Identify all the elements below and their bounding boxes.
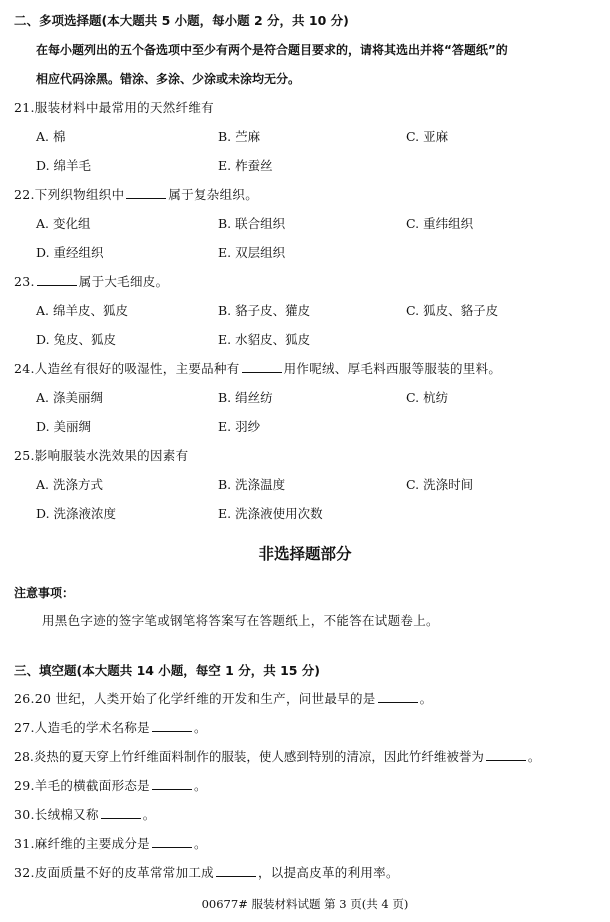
question-23-option-c: C. 狐皮、貉子皮	[406, 303, 499, 318]
fill-item-30-end: 。	[142, 807, 156, 822]
section2-instruction-line2: 相应代码涂黑。错涂、多涂、少涂或未涂均无分。	[36, 72, 301, 86]
question-21-text: 21.服装材料中最常用的天然纤维有	[14, 100, 214, 115]
question-21-stem	[14, 99, 214, 117]
notes-heading: 注意事项：	[14, 586, 75, 600]
fill-item-26-text: 26.20 世纪，人类开始了化学纤维的开发和生产，问世最早的是	[14, 691, 376, 706]
answer-blank	[242, 360, 282, 373]
fill-item-30-text: 30.长绒棉又称	[14, 807, 99, 822]
question-23-option-e: E. 水貂皮、狐皮	[218, 332, 311, 347]
section2-heading: 二、多项选择题(本大题共 5 小题，每小题 2 分，共 10 分)	[14, 13, 349, 28]
question-24-option-e: E. 羽纱	[218, 419, 261, 434]
notes-text: 用黑色字迹的签字笔或钢笔将答案写在答题纸上，不能答在试题卷上。	[42, 613, 439, 628]
question-25-option-c: C. 洗涤时间	[406, 477, 474, 492]
fill-item-31-end: 。	[193, 836, 207, 851]
question-22-stem	[14, 186, 258, 204]
question-21-option-a: A. 棉	[36, 129, 66, 144]
question-23-option-d: D. 兔皮、狐皮	[36, 332, 117, 347]
section2-instruction-line1: 在每小题列出的五个备选项中至少有两个是符合题目要求的，请将其选出并将“答题纸”的	[36, 43, 508, 57]
fill-item-27-text: 27.人造毛的学术名称是	[14, 720, 150, 735]
question-25-option-d: D. 洗涤液浓度	[36, 506, 117, 521]
question-24-option-d: D. 美丽绸	[36, 419, 92, 434]
answer-blank	[152, 719, 192, 732]
question-23-option-a: A. 绵羊皮、狐皮	[36, 303, 128, 318]
question-25-text: 25.影响服装水洗效果的因素有	[14, 448, 189, 463]
answer-blank	[126, 186, 166, 199]
fill-item-28-end: 。	[527, 749, 541, 764]
fill-item-29-end: 。	[193, 778, 207, 793]
question-22-option-e: E. 双层组织	[218, 245, 286, 260]
question-23-text-a: 23.	[14, 274, 35, 289]
question-21-option-d: D. 绵羊毛	[36, 158, 92, 173]
answer-blank	[152, 835, 192, 848]
question-24-option-a: A. 涤美丽绸	[36, 390, 103, 405]
question-24-option-b: B. 绢丝纺	[218, 390, 273, 405]
question-21-option-e: E. 柞蚕丝	[218, 158, 273, 173]
page-footer: 00677# 服装材料试题 第 3 页(共 4 页)	[201, 897, 409, 911]
fill-item-30	[14, 806, 156, 824]
fill-item-31-text: 31.麻纤维的主要成分是	[14, 836, 150, 851]
question-25-stem	[14, 447, 188, 465]
fill-item-29-text: 29.羊毛的横截面形态是	[14, 778, 150, 793]
fill-item-27-end: 。	[193, 720, 207, 735]
fill-item-31	[14, 835, 207, 853]
question-24-text-a: 24.人造丝有很好的吸湿性，主要品种有	[14, 361, 240, 376]
answer-blank	[216, 864, 256, 877]
question-22-option-c: C. 重纬组织	[406, 216, 474, 231]
answer-blank	[101, 806, 141, 819]
section3-heading: 三、填空题(本大题共 14 小题，每空 1 分，共 15 分)	[14, 663, 321, 678]
question-25-option-b: B. 洗涤温度	[218, 477, 286, 492]
question-22-option-d: D. 重经组织	[36, 245, 104, 260]
fill-item-28	[14, 748, 540, 766]
question-24-option-c: C. 杭纺	[406, 390, 449, 405]
answer-blank	[152, 777, 192, 790]
question-22-option-a: A. 变化组	[36, 216, 91, 231]
question-21-option-b: B. 苎麻	[218, 129, 261, 144]
fill-item-27	[14, 719, 207, 737]
question-23-stem	[14, 273, 168, 291]
question-21-option-c: C. 亚麻	[406, 129, 449, 144]
question-23-option-b: B. 貉子皮、獾皮	[218, 303, 311, 318]
fill-item-29	[14, 777, 207, 795]
answer-blank	[37, 273, 77, 286]
question-22-text-b: 属于复杂组织。	[168, 187, 258, 202]
question-25-option-a: A. 洗涤方式	[36, 477, 103, 492]
question-22-option-b: B. 联合组织	[218, 216, 286, 231]
question-24-stem	[14, 360, 501, 378]
question-22-text-a: 22.下列织物组织中	[14, 187, 125, 202]
answer-blank	[486, 748, 526, 761]
fill-item-32-text: 32.皮面质量不好的皮革常常加工成	[14, 865, 214, 880]
fill-item-28-text: 28.炎热的夏天穿上竹纤维面料制作的服装，使人感到特别的清凉，因此竹纤维被誉为	[14, 749, 484, 764]
fill-item-32-end: ，以提高皮革的利用率。	[257, 865, 399, 880]
answer-blank	[378, 690, 418, 703]
fill-item-26	[14, 690, 432, 708]
fill-item-26-end: 。	[419, 691, 433, 706]
part-title: 非选择题部分	[258, 545, 352, 563]
question-23-text-b: 属于大毛细皮。	[78, 274, 169, 289]
question-25-option-e: E. 洗涤液使用次数	[218, 506, 323, 521]
question-24-text-b: 用作呢绒、厚毛料西服等服装的里料。	[283, 361, 502, 376]
fill-item-32	[14, 864, 399, 882]
